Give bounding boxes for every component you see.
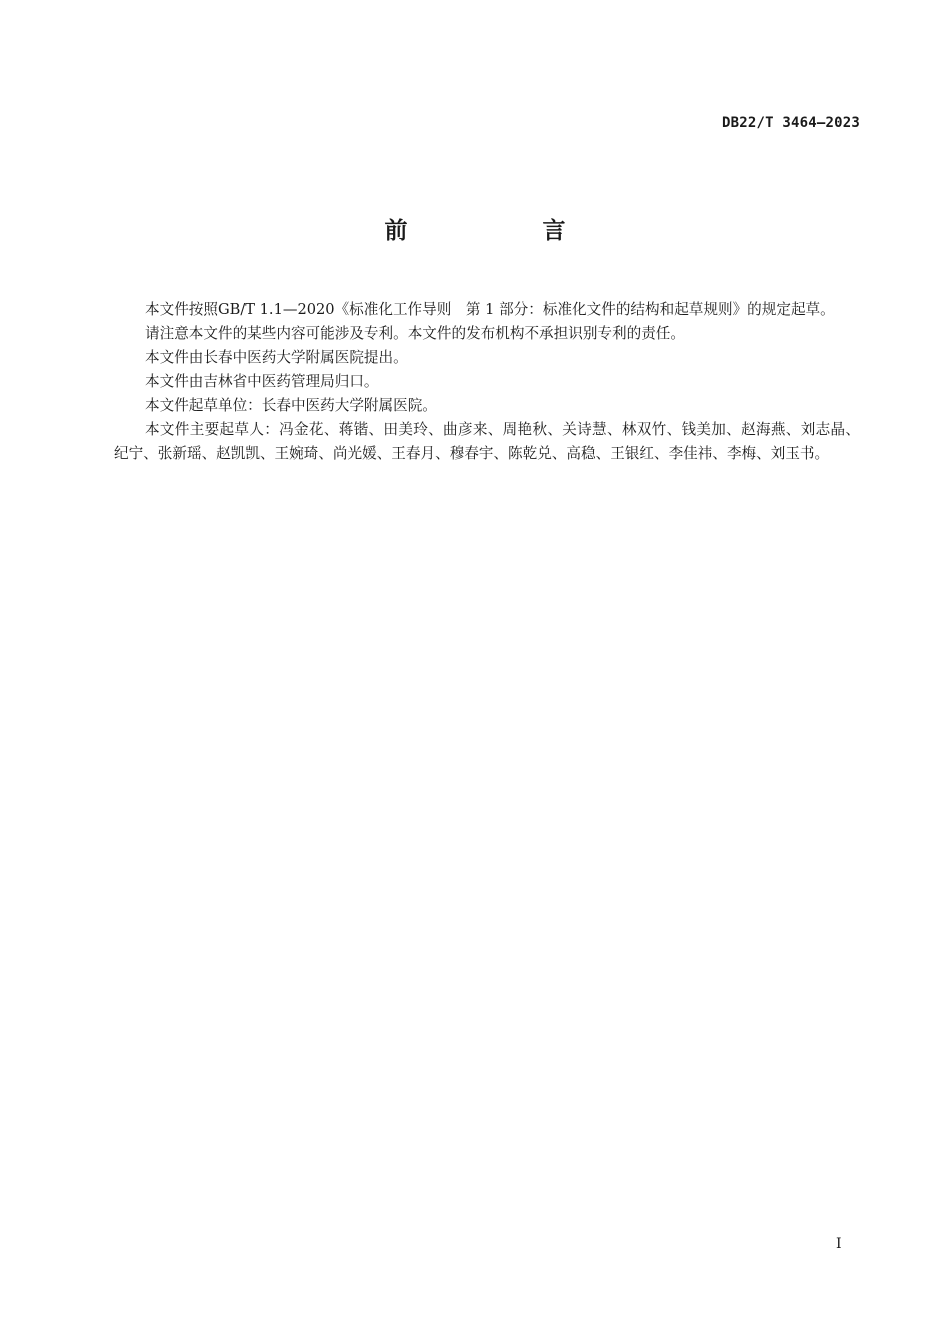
paragraph-administrator: 本文件由吉林省中医药管理局归口。 — [145, 373, 379, 390]
page-number: I — [836, 1236, 842, 1252]
foreword-body — [114, 298, 860, 466]
paragraph-drafting-unit: 本文件起草单位：长春中医药大学附属医院。 — [145, 397, 437, 414]
standard-code: DB22/T 3464—2023 — [721, 115, 860, 131]
paragraph-drafters: 本文件主要起草人：冯金花、蒋锴、田美玲、曲彦来、周艳秋、关诗慧、林双竹、钱美加、赵海燕、刘志晶、纪宁、张新瑶、赵凯凯、王婉琦、尚光媛、王春月、穆春宇、陈乾兑、高稳、王银红、李佳祎、李梅、刘玉书。 — [114, 421, 860, 462]
page-title: 前 言 — [384, 218, 622, 244]
paragraph-proposer: 本文件由长春中医药大学附属医院提出。 — [145, 349, 408, 366]
paragraph-drafting-rules: 本文件按照GB/T 1.1—2020《标准化工作导则 第 1 部分：标准化文件的结构和起草规则》的规定起草。 — [145, 301, 835, 318]
paragraph-patent-notice: 请注意本文件的某些内容可能涉及专利。本文件的发布机构不承担识别专利的责任。 — [145, 325, 685, 342]
